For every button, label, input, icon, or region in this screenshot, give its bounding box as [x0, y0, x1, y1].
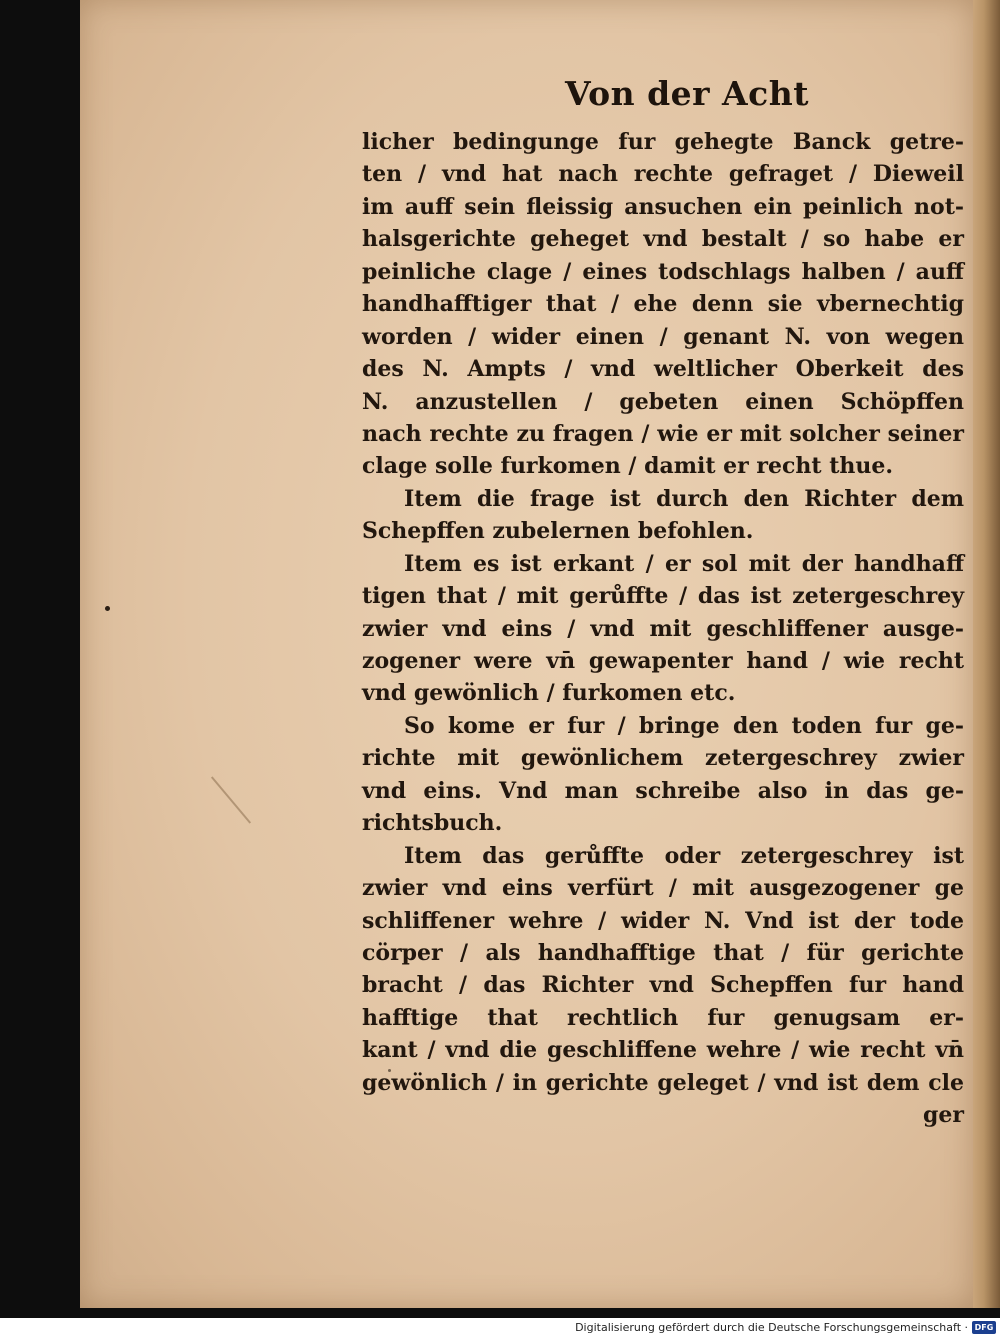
body-text	[362, 126, 964, 1132]
text-line: Item das gerůffte oder zetergeschrey ist	[404, 842, 964, 869]
text-line: zogener were vn̄ gewapenter hand / wie recht	[362, 648, 964, 674]
text-line: Item die frage ist durch den Richter dem	[404, 485, 964, 512]
text-line: clage solle furkomen / damit er recht thue.	[362, 453, 894, 480]
text-line: worden / wider einen / genant N. von wegen	[362, 323, 964, 350]
text-line: nach rechte zu fragen / wie er mit solcher seiner	[362, 420, 964, 447]
text-line: N. anzustellen / gebeten einen Schöpffen	[362, 388, 964, 415]
text-line: halsgerichte geheget vnd bestalt / so habe er	[362, 226, 964, 253]
text-line: licher bedingunge fur gehegte Banck getre-	[362, 129, 964, 155]
text-line: Schepffen zubelernen befohlen.	[362, 518, 754, 545]
text-line: zwier vnd eins / vnd mit geschliffener ausge-	[362, 615, 964, 642]
text-line: So kome er fur / bringe den toden fur ge-	[404, 712, 964, 739]
text-line: peinliche clage / eines todschlags halben / auff	[362, 258, 964, 285]
text-line: zwier vnd eins verfürt / mit ausgezogener ge	[362, 875, 964, 902]
text-line: vnd gewönlich / furkomen etc.	[362, 680, 736, 707]
text-line: ten / vnd hat nach rechte gefraget / Dieweil	[362, 161, 964, 188]
text-line: des N. Ampts / vnd weltlicher Oberkeit des	[362, 356, 964, 383]
text-line: cörper / als handhafftige that / für gerichte	[362, 939, 964, 966]
text-line: gewönlich / in gerichte geleget / vnd ist dem cle	[362, 1069, 964, 1096]
catchword: ger	[923, 1102, 964, 1129]
running-head: Von der Acht	[565, 74, 809, 113]
page-edge	[973, 0, 1000, 1308]
text-line: hafftige that rechtlich fur genugsam er-	[362, 1004, 964, 1031]
text-line: kant / vnd die geschliffene wehre / wie recht vn̄	[362, 1037, 964, 1064]
text-line: richte mit gewönlichem zetergeschrey zwier	[362, 745, 964, 772]
text-line: tigen that / mit gerůffte / das ist zetergeschrey	[362, 583, 964, 610]
funding-credit: Digitalisierung gefördert durch die Deutsche Forschungsgemeinschaft ·	[575, 1321, 968, 1334]
dfg-logo: DFG	[972, 1321, 996, 1334]
text-line: im auff sein fleissig ansuchen ein peinlich not-	[362, 193, 964, 220]
text-line: richtsbuch.	[362, 810, 503, 837]
text-line: handhafftiger that / ehe denn sie vbernechtig	[362, 291, 964, 318]
ink-speck	[105, 606, 110, 611]
text-line: bracht / das Richter vnd Schepffen fur hand	[362, 972, 964, 999]
text-line: vnd eins. Vnd man schreibe also in das ge-	[362, 777, 964, 804]
text-line: Item es ist erkant / er sol mit der handhaff	[404, 550, 964, 577]
text-line: schliffener wehre / wider N. Vnd ist der tode	[362, 907, 964, 934]
